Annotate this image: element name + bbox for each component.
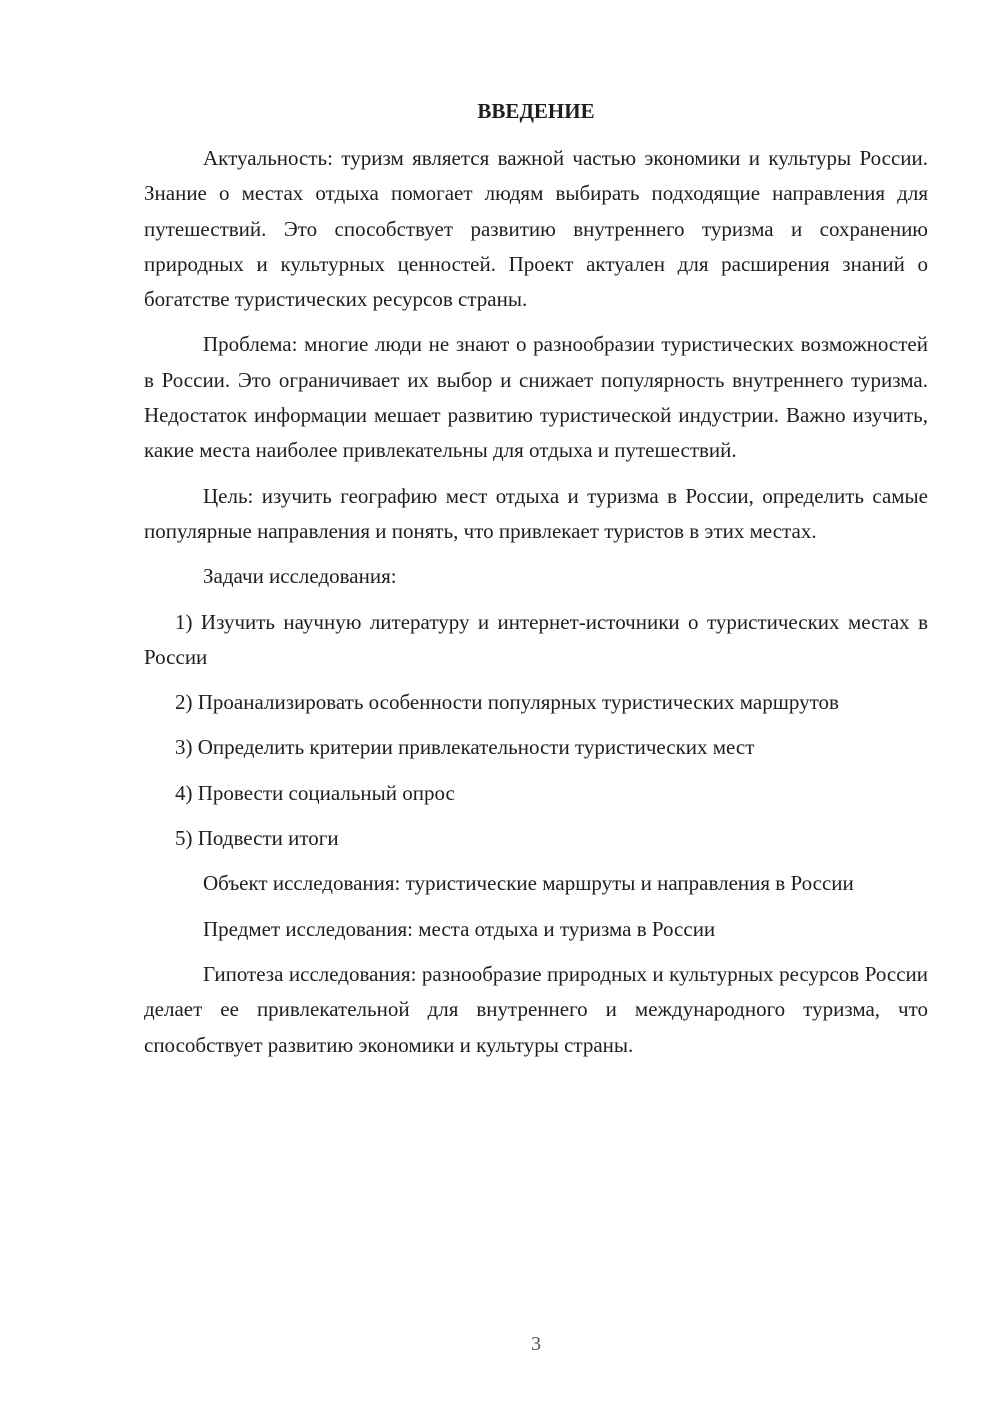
document-page xyxy=(144,96,928,1073)
tasks-list xyxy=(144,605,928,857)
page-title: ВВЕДЕНИЕ xyxy=(477,99,595,123)
task-item-2: 2) Проанализировать особенности популярных туристических маршрутов xyxy=(175,690,839,715)
problem-paragraph: Проблема: многие люди не знают о разнообразии туристических возможностей в России. Это ограничивает их выбор и снижает популярность внутреннего туризма. Недостаток информации мешает развитию туристической индустрии. Важно изучить, какие места наиболее привлекательны для отдыха и путешествий. xyxy=(144,332,928,463)
subject-paragraph: Предмет исследования: места отдыха и туризма в России xyxy=(203,916,716,941)
page-number: 3 xyxy=(531,1333,541,1355)
tasks-heading: Задачи исследования: xyxy=(203,564,397,589)
task-item-3: 3) Определить критерии привлекательности туристических мест xyxy=(175,735,755,760)
relevance-paragraph: Актуальность: туризм является важной частью экономики и культуры России. Знание о местах отдыха помогает людям выбирать подходящие направления для путешествий. Это способствует развитию внутреннего туризма и сохранению природных и культурных ценностей. Проект актуален для расширения знаний о богатстве туристических ресурсов страны. xyxy=(144,146,928,312)
object-paragraph: Объект исследования: туристические маршруты и направления в России xyxy=(203,871,854,896)
task-item-5: 5) Подвести итоги xyxy=(175,826,339,851)
task-item-1: 1) Изучить научную литературу и интернет-источники о туристических местах в России xyxy=(144,609,928,669)
task-item-4: 4) Провести социальный опрос xyxy=(175,780,455,805)
goal-paragraph: Цель: изучить географию мест отдыха и туризма в России, определить самые популярные направления и понять, что привлекает туристов в этих местах. xyxy=(144,483,928,543)
hypothesis-paragraph: Гипотеза исследования: разнообразие природных и культурных ресурсов России делает ее привлекательной для внутреннего и международного туризма, что способствует развитию экономики и культуры страны. xyxy=(144,961,928,1057)
